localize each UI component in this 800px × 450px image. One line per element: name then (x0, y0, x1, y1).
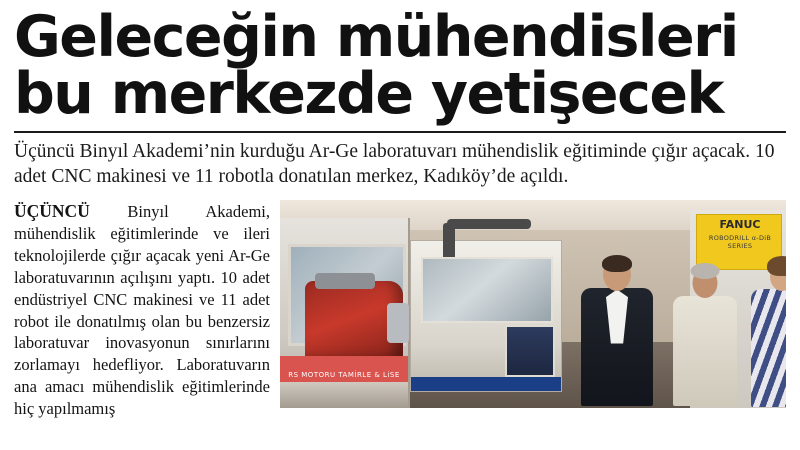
person-body (751, 289, 786, 407)
body-paragraph: Binyıl Akademi, mühendislik eğitimlerinde ve ileri teknolojilerde çığır açacak yeni Ar-Ge laboratuvarının açılışını yaptı. 10 adet endüstriyel CNC makinesi ve 11 adet robot ile donatılmış olan bu benzersiz laboratuvar inovasyonun sınırlarını zorlamayı hedefliyor. Laboratuvarın ana amacı mühendislik eğitimlerinde hiç yapılmamış (14, 201, 270, 419)
person-3 (750, 262, 786, 408)
person-speaker (580, 258, 654, 408)
machine-control-panel (505, 325, 555, 377)
brand-name-text: FANUC (719, 217, 761, 231)
machine-window (288, 244, 406, 346)
page-title-line-2: bu merkezde yetişecek (14, 61, 723, 128)
person-hair (602, 255, 632, 272)
machine-arm-horizontal (447, 219, 531, 229)
engine-model (305, 281, 403, 365)
body-column-1 (14, 200, 270, 421)
article-photo (280, 200, 786, 408)
person-hair (767, 256, 786, 276)
person-2 (672, 268, 738, 408)
machine-blue-base (411, 377, 561, 391)
cnc-machine-left (280, 218, 410, 408)
standfirst-text: Üçüncü Binyıl Akademi’nin kurduğu Ar-Ge laboratuvarı mühendislik eğitiminde çığır açacak. 10 adet CNC makinesi ve 11 robotla donatılan merkez, Kadıköy’de açıldı. (14, 141, 775, 187)
machine-base (280, 382, 408, 408)
cnc-machine-center (410, 240, 562, 392)
machine-label-text: RS MOTORU TAMİRLE & LiSE (288, 370, 400, 379)
machine-glass-panel (421, 257, 553, 323)
body-lead-word: ÜÇÜNCÜ (14, 200, 90, 221)
page-title-line-1: Geleceğin mühendisleri (14, 4, 738, 70)
headline-divider (14, 131, 786, 133)
person-hair (691, 263, 720, 279)
article-body (14, 200, 786, 421)
brand-sub-text: ROBODRILL α-DiB SERIES (708, 233, 772, 250)
person-body (673, 296, 737, 406)
